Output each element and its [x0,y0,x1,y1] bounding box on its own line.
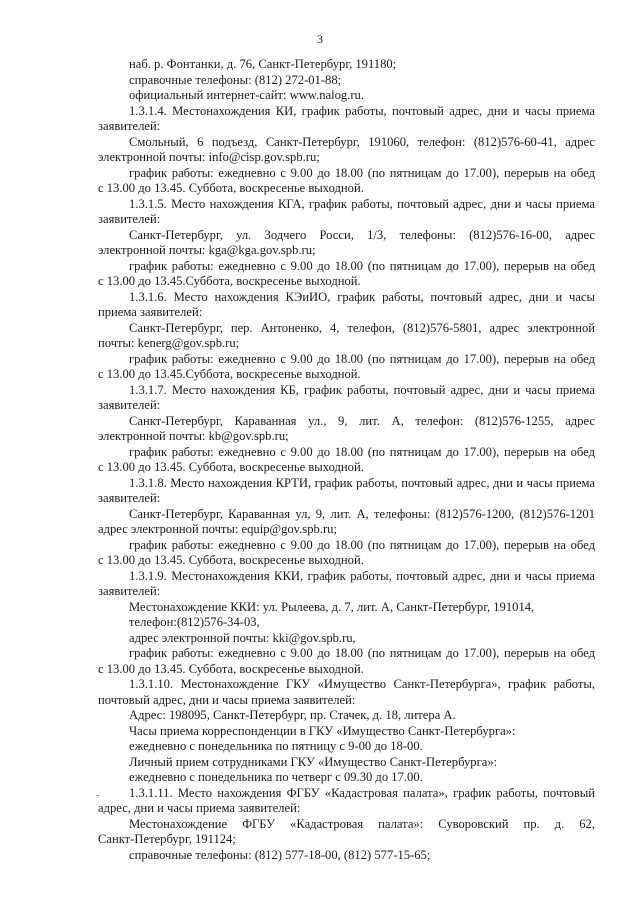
text-line: с 13.00 до 13.45.Суббота, воскресенье выходной. [98,367,361,381]
text-line: наб. р. Фонтанки, д. 76, Санкт-Петербург, 191180; [129,57,397,71]
text-line: электронной почты: kb@gov.spb.ru; [98,429,289,443]
text-line: адрес электронной почты: kki@gov.spb.ru, [129,630,356,645]
text-line: Часы приема корреспонденции в ГКУ «Имущество Санкт-Петербурга»: [129,723,516,738]
text-line: 1.3.1.5. Место нахождения КГА, график работы, почтовый адрес, дни и часы приема [129,196,595,211]
text-line: 1.3.1.11. Место нахождения ФГБУ «Кадастровая палата», график работы, почтовый [129,785,595,800]
page-number: 3 [317,32,323,46]
text-line: справочные телефоны: (812) 272-01-88; [129,72,342,87]
text-line: заявителей: [98,491,161,505]
text-line: почтовый адрес, дни и часы приема заявителей: [98,692,356,707]
text-line: график работы: ежедневно с 9.00 до 18.00 (по пятницам до 17.00), перерыв на обед [129,258,595,273]
text-line: Санкт-Петербург, Караванная ул., 9, лит. А, телефон: (812)576-1255, адрес [129,413,595,428]
text-line: график работы: ежедневно с 9.00 до 18.00 (по пятницам до 17.00), перерыв на обед [129,444,595,459]
text-line: график работы: ежедневно с 9.00 до 18.00 (по пятницам до 17.00), перерыв на обед [129,646,595,660]
text-line: Местонахождение ФГБУ «Кадастровая палата»: Суворовский пр. д. 62, [129,816,595,831]
text-line: заявителей: [98,212,161,226]
text-line: Личный прием сотрудниками ГКУ «Имущество Санкт-Петербурга»: [129,754,498,769]
body-text [98,57,595,863]
text-line: 1.3.1.10. Местонахождение ГКУ «Имущество Санкт-Петербурга», график работы, [129,677,595,691]
text-line: Смольный, 6 подъезд, Санкт-Петербург, 191060, телефон: (812)576-60-41, адрес [129,134,595,149]
text-line: адрес, дни и часы приема заявителей: [98,801,301,815]
text-line: Санкт-Петербург, ул. Зодчего Росси, 1/3, телефоны: (812)576-16-00, адрес [129,227,595,242]
text-line: 1.3.1.4. Местонахождения КИ, график работы, почтовый адрес, дни и часы приема [129,103,595,118]
text-line: почты: kenerg@gov.spb.ru; [98,336,240,350]
text-line: с 13.00 до 13.45. Суббота, воскресенье выходной. [98,181,364,195]
text-line: график работы: ежедневно с 9.00 до 18.00 (по пятницам до 17.00), перерыв на обед [129,537,595,552]
text-line: электронной почты: kga@kga.gov.spb.ru; [98,243,316,257]
text-line: заявителей: [98,584,161,598]
text-line: телефон:(812)576-34-03, [129,615,260,629]
text-line: график работы: ежедневно с 9.00 до 18.00 (по пятницам до 17.00), перерыв на обед [129,165,595,180]
text-line: справочные телефоны: (812) 577-18-00, (812) 577-15-65; [129,847,431,862]
text-line: адрес электронной почты: equip@gov.spb.ru; [98,522,337,536]
text-line: Местонахождение ККИ: ул. Рылеева, д. 7, лит. А, Санкт-Петербург, 191014, [129,599,535,614]
text-line: ежедневно с понедельника по пятницу с 9-00 до 18-00. [129,739,423,753]
text-line: 1.3.1.9. Местонахождения ККИ, график работы, почтовый адрес, дни и часы приема [129,568,595,583]
text-line: 1.3.1.7. Место нахождения КБ, график работы, почтовый адрес, дни и часы приема [129,382,595,397]
text-line: электронной почты: info@cisp.gov.spb.ru; [98,150,320,164]
text-line: 1.3.1.8. Место нахождения КРТИ, график работы, почтовый адрес, дни и часы приема [129,475,595,490]
text-line: Санкт-Петербург, пер. Антоненко, 4, телефон, (812)576-5801, адрес электронной [129,320,595,335]
text-line: 1.3.1.6. Место нахождения КЭиИО, график работы, почтовый адрес, дни и часы [129,289,595,304]
text-line: ежедневно с понедельника по четверг с 09.30 до 17.00. [129,770,423,784]
text-line: заявителей: [98,398,161,412]
text-line: Санкт-Петербург, Караванная ул, 9, лит. А, телефоны: (812)576-1200, (812)576-1201 [129,506,595,521]
text-line: с 13.00 до 13.45. Суббота, воскресенье выходной. [98,460,364,474]
text-line: официальный интернет-сайт: www.nalog.ru. [129,88,364,102]
text-line: Санкт-Петербург, 191124; [98,832,236,846]
text-line: с 13.00 до 13.45.Суббота, воскресенье выходной. [98,274,361,288]
text-line: с 13.00 до 13.45. Суббота, воскресенье выходной. [98,553,364,567]
margin-mark: - [96,790,100,801]
text-line: заявителей: [98,119,161,133]
text-line: приема заявителей: [98,305,203,319]
text-line: с 13.00 до 13.45. Суббота, воскресенье выходной. [98,661,364,676]
text-line: график работы: ежедневно с 9.00 до 18.00 (по пятницам до 17.00), перерыв на обед [129,351,595,366]
text-line: Адрес: 198095, Санкт-Петербург, пр. Стачек, д. 18, литера А. [129,708,456,722]
